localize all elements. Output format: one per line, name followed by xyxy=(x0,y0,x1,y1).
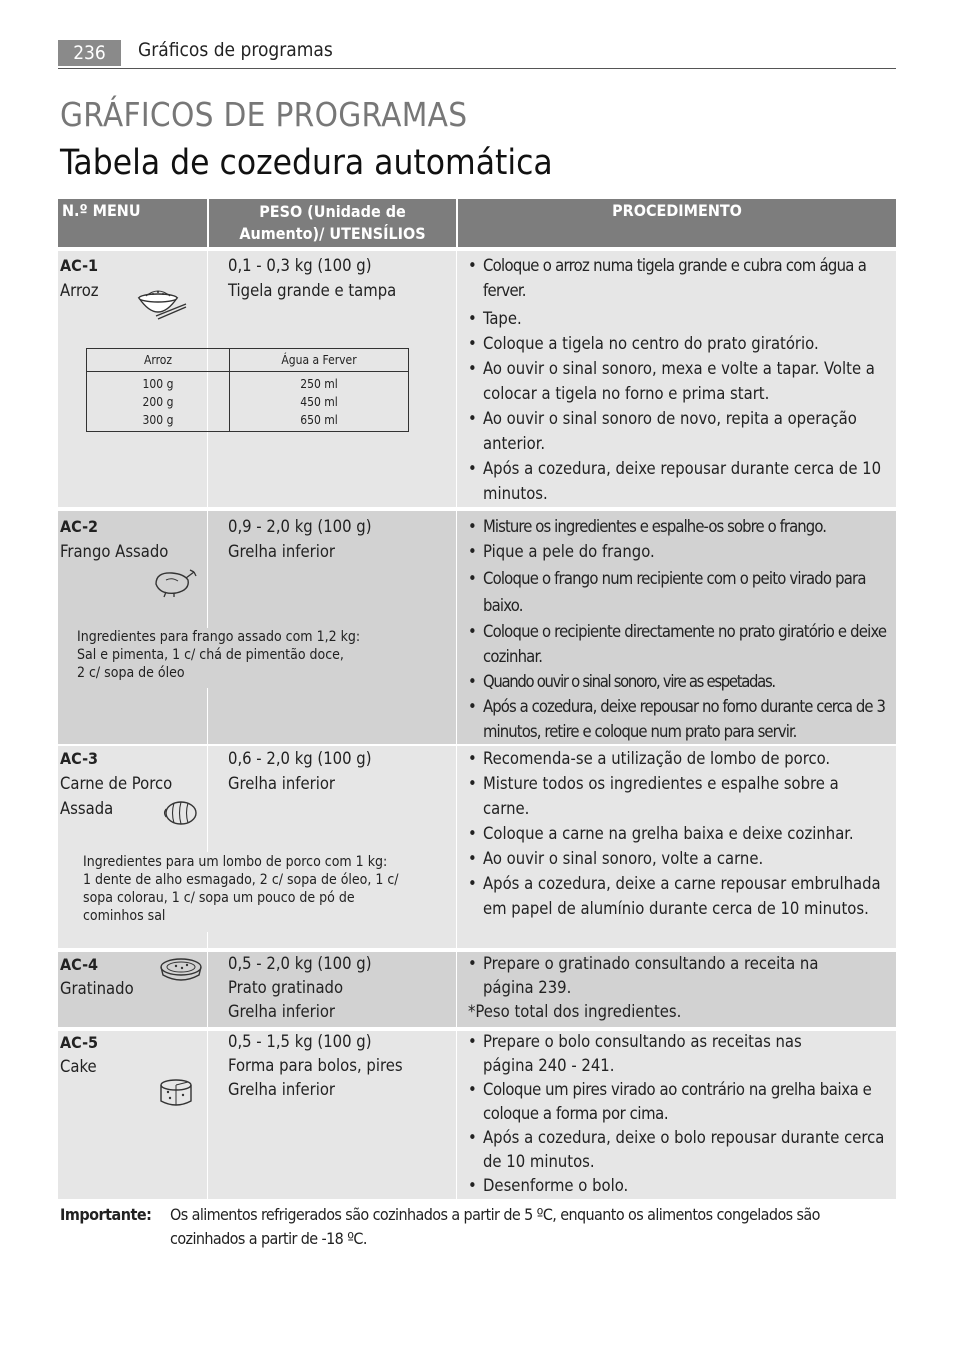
menu-code: AC-1 xyxy=(60,256,99,275)
ingredients-line: cominhos sal xyxy=(83,908,166,924)
row-divider xyxy=(456,251,457,507)
header-procedure-label: PROCEDIMENTO xyxy=(612,201,742,220)
header-menu-label: N.º MENU xyxy=(62,201,141,220)
procedure-step: • Após a cozedura, deixe repousar no forno durante cerca de 3 minutos, retire e coloque num prato para servir. xyxy=(468,694,892,744)
weight-range: 0,5 - 2,0 kg (100 g) xyxy=(228,954,372,973)
procedure-step: • Ao ouvir o sinal sonoro de novo, repita a operação anterior. xyxy=(468,406,888,456)
row-divider xyxy=(207,952,208,1027)
ingredients-line: 2 c/ sopa de óleo xyxy=(77,665,185,681)
rice-bowl-icon xyxy=(136,286,188,322)
ingredients-note xyxy=(77,628,437,682)
procedure-step: • Tape. xyxy=(468,306,888,331)
procedure-step: • Coloque a carne na grelha baixa e deixe cozinhar. xyxy=(468,821,892,846)
page-number: 236 xyxy=(58,40,121,66)
header-weight-label: PESO (Unidade de Aumento)/ UTENSÍLIOS xyxy=(239,202,426,243)
header-cell-menu xyxy=(58,199,207,247)
procedure-step: • Após a cozedura, deixe repousar durante cerca de 10 minutos. xyxy=(468,456,888,506)
procedure-step: • Ao ouvir o sinal sonoro, mexa e volte a tapar. Volte a colocar a tigela no forno e prima start. xyxy=(468,356,888,406)
section-title: Gráficos de programas xyxy=(138,39,333,61)
rice-col-header: Arroz xyxy=(87,349,230,372)
row-divider xyxy=(207,932,208,948)
procedure-step: • Coloque o recipiente directamente no prato giratório e deixe cozinhar. xyxy=(468,619,892,669)
procedure-step: • Misture todos os ingredientes e espalhe sobre a carne. xyxy=(468,771,892,821)
menu-name-cont: Assada xyxy=(60,799,114,818)
procedure-step: • Quando ouvir o sinal sonoro, vire as espetadas. xyxy=(468,669,892,694)
weight-range: 0,6 - 2,0 kg (100 g) xyxy=(228,749,372,768)
row-divider xyxy=(456,952,457,1027)
ingredients-line: Ingredientes para um lombo de porco com 1 kg: xyxy=(83,854,388,870)
water-amount: 250 ml xyxy=(300,377,338,391)
important-text: cozinhados a partir de -18 ºC. xyxy=(170,1229,367,1248)
rice-water-table xyxy=(86,348,409,432)
row-divider xyxy=(456,511,457,744)
row-divider xyxy=(456,1031,457,1199)
utensil: Grelha inferior xyxy=(228,774,336,793)
gratin-dish-icon xyxy=(158,955,204,985)
weight-range: 0,1 - 0,3 kg (100 g) xyxy=(228,256,372,275)
weight-range: 0,9 - 2,0 kg (100 g) xyxy=(228,517,372,536)
procedure-step: • Coloque o arroz numa tigela grande e cubra com água a ferver. xyxy=(468,253,888,303)
utensil: Grelha inferior xyxy=(228,1080,336,1099)
procedure-step: • Coloque a tigela no centro do prato giratório. xyxy=(468,331,888,356)
procedure-step: • Pique a pele do frango. xyxy=(468,539,892,564)
procedure-step: • Recomenda-se a utilização de lombo de porco. xyxy=(468,746,892,771)
header-cell-procedure xyxy=(458,199,896,247)
procedure-step: • Prepare o gratinado consultando a receita na página 239. xyxy=(468,952,858,1000)
utensil: Forma para bolos, pires xyxy=(228,1056,403,1075)
weight-footnote: *Peso total dos ingredientes. xyxy=(468,1002,682,1021)
procedure-step: • Ao ouvir o sinal sonoro, volte a carne. xyxy=(468,846,892,871)
ingredients-line: Ingredientes para frango assado com 1,2 kg: xyxy=(77,629,361,645)
header-rule xyxy=(58,68,896,69)
cake-icon xyxy=(158,1077,194,1109)
menu-name: Gratinado xyxy=(60,979,134,998)
utensil: Tigela grande e tampa xyxy=(228,281,397,300)
menu-code: AC-5 xyxy=(60,1033,99,1052)
menu-code: AC-2 xyxy=(60,517,99,536)
row-divider xyxy=(456,746,457,948)
procedure-step: • Desenforme o bolo. xyxy=(468,1174,892,1198)
rice-amount: 100 g xyxy=(142,377,174,391)
header-cell-weight xyxy=(209,199,456,247)
utensil: Grelha inferior xyxy=(228,542,336,561)
menu-name: Frango Assado xyxy=(60,542,169,561)
rice-amount: 300 g xyxy=(142,413,174,427)
procedure-step: • Misture os ingredientes e espalhe-os sobre o frango. xyxy=(468,514,892,539)
utensil: Grelha inferior xyxy=(228,1002,336,1021)
procedure-step: • Coloque o frango num recipiente com o peito virado para baixo. xyxy=(468,565,892,619)
weight-range: 0,5 - 1,5 kg (100 g) xyxy=(228,1032,372,1051)
pork-roast-icon xyxy=(162,799,200,827)
menu-name: Cake xyxy=(60,1057,97,1076)
procedure-step: • Após a cozedura, deixe a carne repousar embrulhada em papel de alumínio durante cerca de 10 minutos. xyxy=(468,871,892,921)
procedure-list xyxy=(468,514,892,744)
ingredients-note xyxy=(83,853,443,925)
procedure-step: • Após a cozedura, deixe o bolo repousar durante cerca de 10 minutos. xyxy=(468,1126,892,1174)
menu-code: AC-3 xyxy=(60,749,99,768)
ingredients-line: sopa colorau, 1 c/ sopa um pouco de pó de xyxy=(83,890,355,906)
procedure-list xyxy=(468,1030,892,1198)
page-subtitle: Tabela de cozedura automática xyxy=(60,143,553,183)
chicken-icon xyxy=(152,568,198,598)
row-divider xyxy=(207,1031,208,1199)
procedure-list xyxy=(468,253,888,506)
procedure-list xyxy=(468,952,858,1000)
water-col-header: Água a Ferver xyxy=(230,349,409,372)
water-amount: 650 ml xyxy=(300,413,338,427)
procedure-step: • Prepare o bolo consultando as receitas nas página 240 - 241. xyxy=(468,1030,892,1078)
menu-name: Arroz xyxy=(60,281,99,300)
menu-name: Carne de Porco xyxy=(60,774,173,793)
row-divider xyxy=(207,688,208,744)
important-text: Os alimentos refrigerados são cozinhados a partir de 5 ºC, enquanto os alimentos congelados são xyxy=(170,1205,820,1224)
menu-code: AC-4 xyxy=(60,955,99,974)
water-amount: 450 ml xyxy=(300,395,338,409)
rice-amount: 200 g xyxy=(142,395,174,409)
ingredients-line: 1 dente de alho esmagado, 2 c/ sopa de óleo, 1 c/ xyxy=(83,872,399,888)
utensil: Prato gratinado xyxy=(228,978,344,997)
important-label: Importante: xyxy=(60,1205,152,1224)
ingredients-line: Sal e pimenta, 1 c/ chá de pimentão doce, xyxy=(77,647,344,663)
row-divider xyxy=(207,511,208,628)
row-divider xyxy=(207,746,208,852)
procedure-list xyxy=(468,746,892,921)
procedure-step: • Coloque um pires virado ao contrário na grelha baixa e coloque a forma por cima. xyxy=(468,1078,892,1126)
page-title: GRÁFICOS DE PROGRAMAS xyxy=(60,95,468,134)
